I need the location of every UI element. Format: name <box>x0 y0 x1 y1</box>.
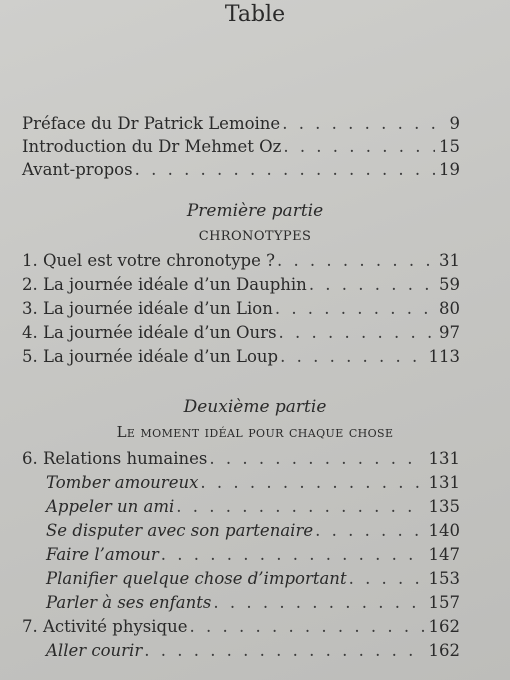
part-title: Première partie <box>186 201 324 221</box>
part-subtitle: CHRONOTYPES <box>198 229 312 244</box>
toc-entry-page: 31 <box>439 251 460 270</box>
toc-subentry <box>46 566 460 592</box>
leader-dots <box>213 590 424 616</box>
leader-dots <box>144 638 424 664</box>
part-title: Deuxième partie <box>183 397 327 417</box>
leader-dots <box>309 272 435 298</box>
toc-entry-page: 140 <box>428 521 460 540</box>
toc-entry-page: 9 <box>449 114 460 133</box>
toc-entry-label: Parler à ses enfants <box>46 593 212 612</box>
toc-entry-label: Avant-propos <box>22 160 133 179</box>
toc-subentry <box>46 590 460 616</box>
toc-entry-page: 19 <box>439 160 460 179</box>
toc-entry-label: 7. Activité physique <box>22 617 188 636</box>
toc-entry-label: Appeler un ami <box>46 497 175 516</box>
toc-entry-label: Préface du Dr Patrick Lemoine <box>22 114 281 133</box>
leader-dots <box>349 566 425 592</box>
toc-entry-label: Faire l’amour <box>46 545 159 564</box>
toc-entry-page: 80 <box>439 299 460 318</box>
toc-entry-label: 1. Quel est votre chronotype ? <box>22 251 275 270</box>
toc-entry <box>22 344 460 370</box>
toc-entry-label: 6. Relations humaines <box>22 449 208 468</box>
toc-subentry <box>46 494 460 520</box>
leader-dots <box>277 248 435 274</box>
toc-entry-label: Aller courir <box>46 641 143 660</box>
toc-entry-page: 162 <box>428 641 460 660</box>
leader-dots <box>280 344 424 370</box>
toc-entry <box>22 296 460 322</box>
toc-entry <box>22 320 460 346</box>
toc-entry <box>22 248 460 274</box>
toc-entry <box>22 446 460 472</box>
toc-entry-page: 131 <box>428 473 460 492</box>
toc-subentry <box>46 470 460 496</box>
toc-entry-label: 3. La journée idéale d’un Lion <box>22 299 273 318</box>
leader-dots <box>315 518 424 544</box>
leader-dots <box>190 614 425 640</box>
leader-dots <box>161 542 425 568</box>
toc-entry-label: 4. La journée idéale d’un Ours <box>22 323 277 342</box>
toc-entry <box>22 157 460 183</box>
leader-dots <box>135 157 435 183</box>
leader-dots <box>209 446 424 472</box>
leader-dots <box>176 494 424 520</box>
page-title: Table <box>224 2 286 27</box>
toc-entry-label: 5. La journée idéale d’un Loup <box>22 347 279 366</box>
toc-entry-page: 15 <box>439 137 460 156</box>
toc-subentry <box>46 542 460 568</box>
toc-entry-page: 157 <box>428 593 460 612</box>
toc-entry-label: Tomber amoureux <box>46 473 199 492</box>
toc-entry-label: Se disputer avec son partenaire <box>46 521 314 540</box>
toc-entry-page: 153 <box>428 569 460 588</box>
toc-entry <box>22 614 460 640</box>
toc-entry-page: 162 <box>428 617 460 636</box>
toc-entry-page: 97 <box>439 323 460 342</box>
toc-entry-page: 59 <box>439 275 460 294</box>
toc-entry-page: 135 <box>428 497 460 516</box>
toc-subentry <box>46 518 460 544</box>
toc-entry-page: 147 <box>428 545 460 564</box>
part-subtitle: Le moment idéal pour chaque chose <box>116 423 394 441</box>
toc-entry-label: Introduction du Dr Mehmet Oz <box>22 137 282 156</box>
toc-entry-page: 113 <box>428 347 460 366</box>
toc-subentry <box>46 638 460 664</box>
toc-entry <box>22 272 460 298</box>
toc-entry-label: 2. La journée idéale d’un Dauphin <box>22 275 307 294</box>
leader-dots <box>275 296 435 322</box>
toc-entry-page: 131 <box>428 449 460 468</box>
leader-dots <box>200 470 424 496</box>
leader-dots <box>279 320 435 346</box>
toc-entry-label: Planifier quelque chose d’important <box>46 569 347 588</box>
